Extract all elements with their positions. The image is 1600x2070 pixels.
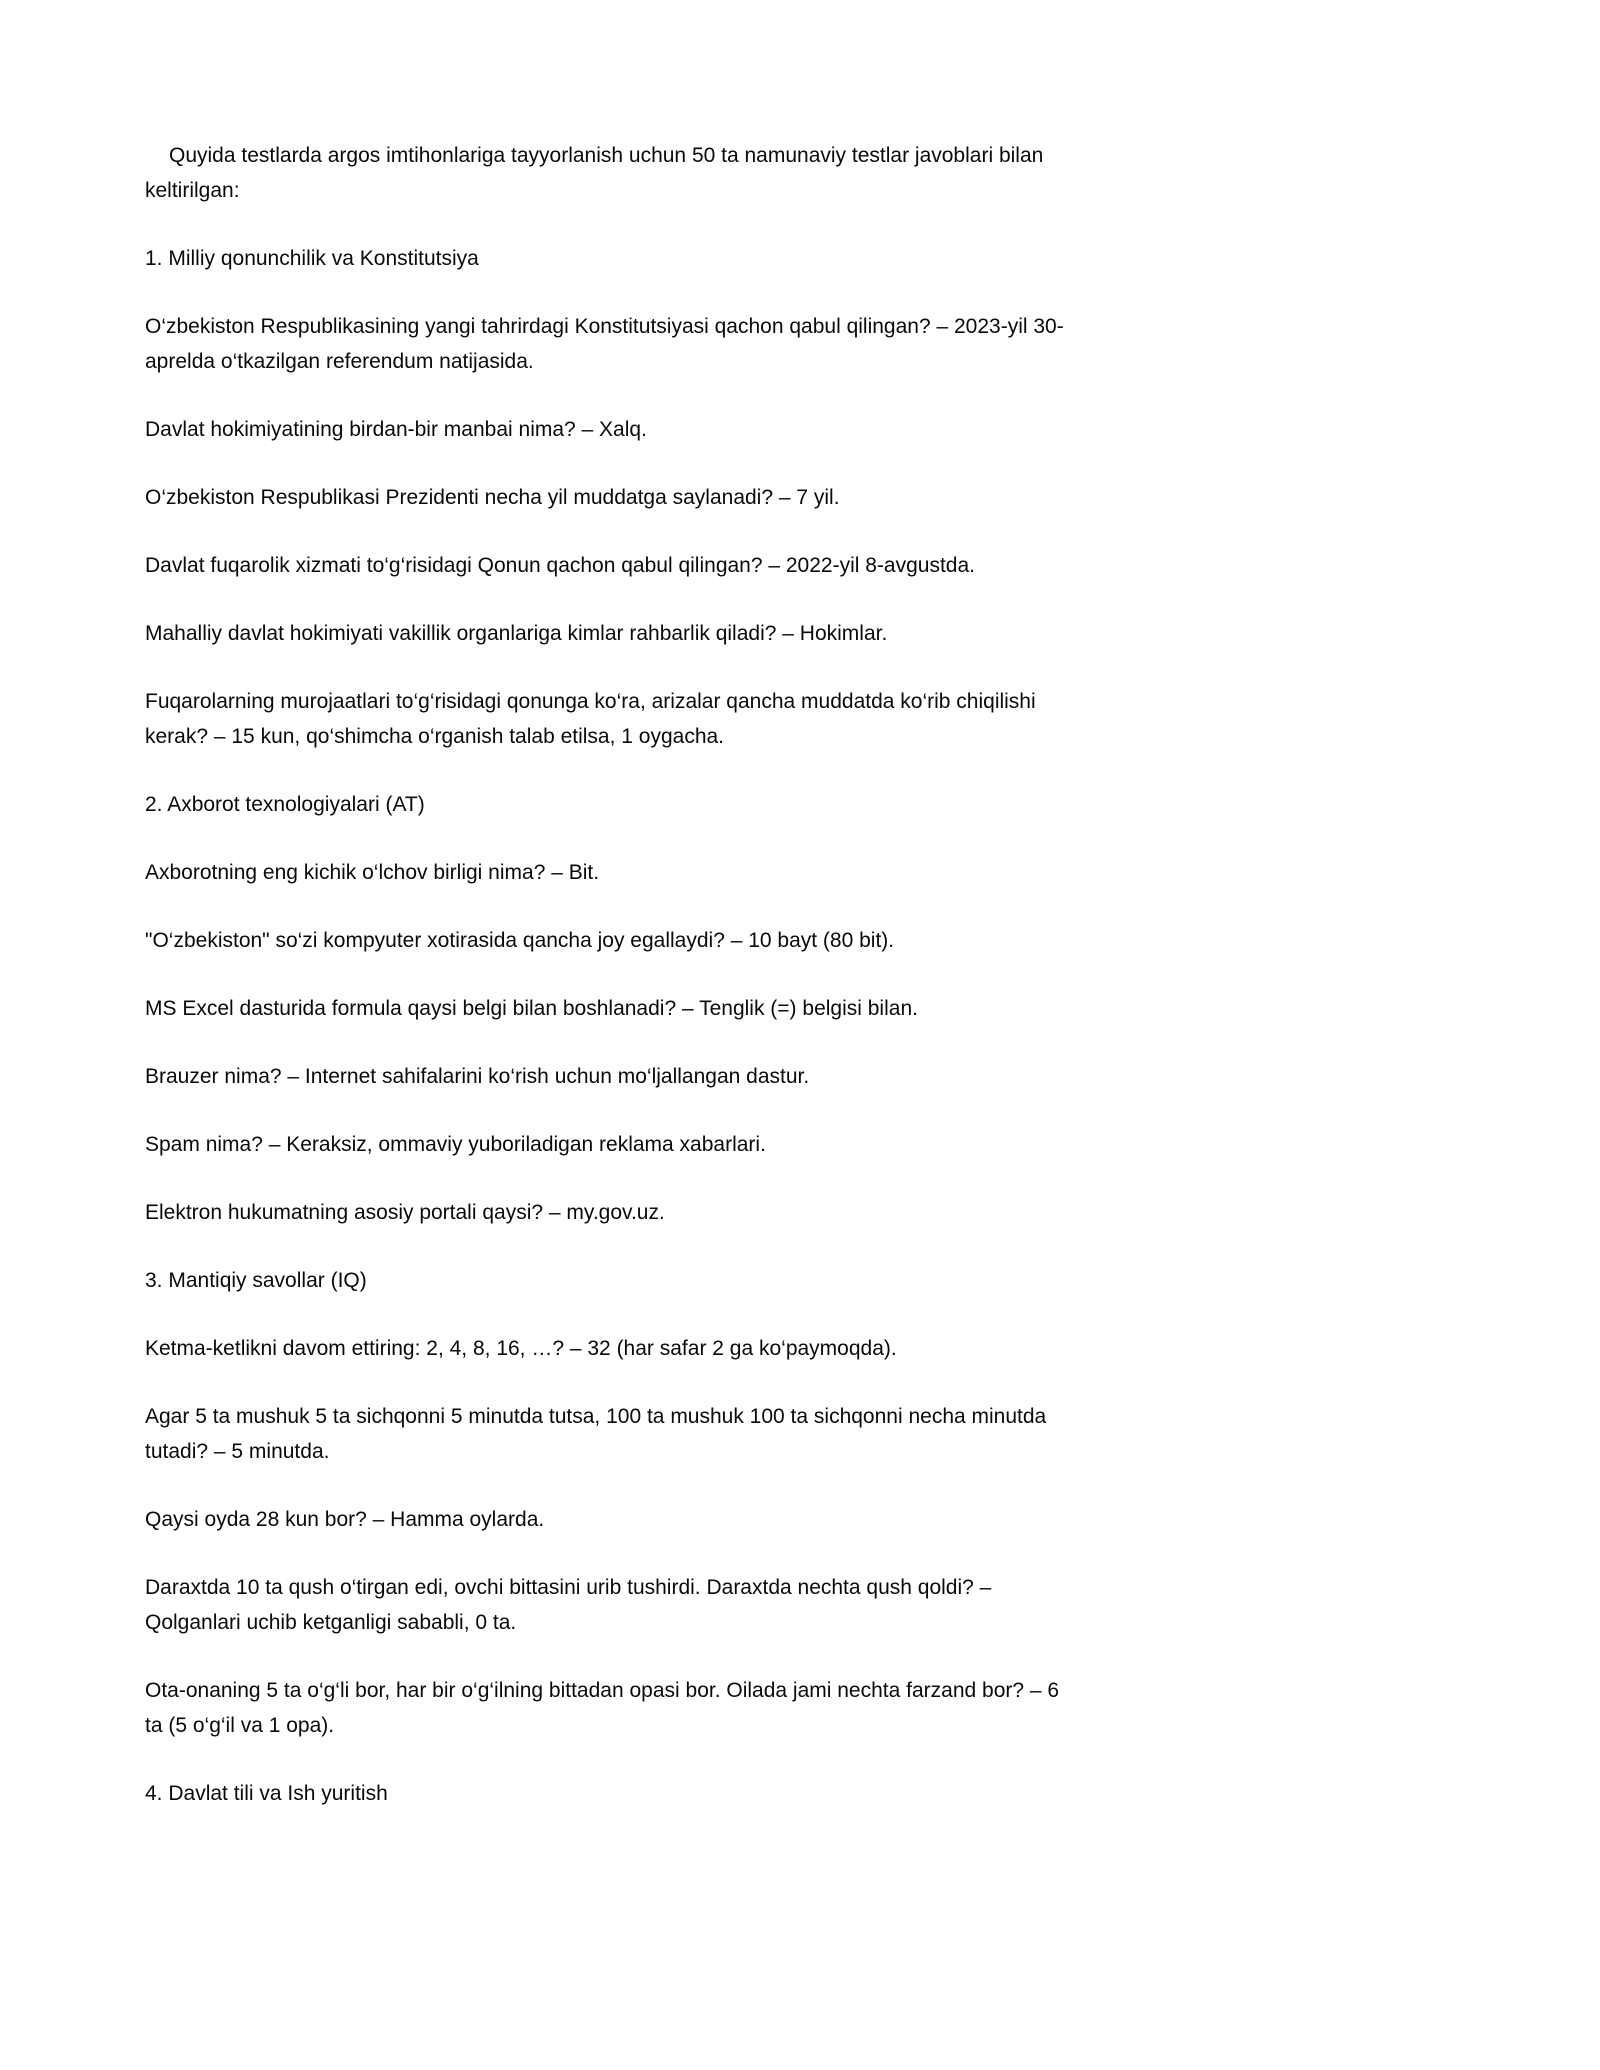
qa-paragraph: Ketma-ketlikni davom ettiring: 2, 4, 8, 16, …? – 32 (har safar 2 ga ko‘paymoqda). bbox=[145, 1337, 897, 1360]
qa-paragraph: Davlat fuqarolik xizmati to‘g‘risidagi Qonun qachon qabul qilingan? – 2022-yil 8-avgustda. bbox=[145, 554, 975, 577]
qa-paragraph: Davlat hokimiyatining birdan-bir manbai nima? – Xalq. bbox=[145, 418, 647, 441]
qa-paragraph: Fuqarolarning murojaatlari to‘g‘risidagi qonunga ko‘ra, arizalar qancha muddatda ko‘rib chiqilishi kerak? – 15 kun, qo‘shimcha o‘rganish talab etilsa, 1 oygacha. bbox=[145, 690, 1036, 748]
qa-paragraph: Qaysi oyda 28 kun bor? – Hamma oylarda. bbox=[145, 1508, 545, 1531]
qa-paragraph: Axborotning eng kichik o‘lchov birligi nima? – Bit. bbox=[145, 861, 600, 884]
qa-paragraph: O‘zbekiston Respublikasi Prezidenti necha yil muddatga saylanadi? – 7 yil. bbox=[145, 486, 840, 509]
qa-paragraph: Spam nima? – Keraksiz, ommaviy yuboriladigan reklama xabarlari. bbox=[145, 1133, 766, 1156]
qa-paragraph: "O‘zbekiston" so‘zi kompyuter xotirasida qancha joy egallaydi? – 10 bayt (80 bit). bbox=[145, 929, 895, 952]
qa-paragraph: Brauzer nima? – Internet sahifalarini ko‘rish uchun mo‘ljallangan dastur. bbox=[145, 1065, 810, 1088]
section-heading: 2. Axborot texnologiyalari (AT) bbox=[145, 793, 425, 816]
qa-paragraph: Daraxtda 10 ta qush o‘tirgan edi, ovchi bittasini urib tushirdi. Daraxtda nechta qush qoldi? – Qolganlari uchib ketganligi sababli, 0 ta. bbox=[145, 1576, 992, 1634]
qa-paragraph: Ota-onaning 5 ta o‘g‘li bor, har bir o‘g‘ilning bittadan opasi bor. Oilada jami nechta farzand bor? – 6 ta (5 o‘g‘il va 1 opa). bbox=[145, 1679, 1060, 1737]
document-sections bbox=[145, 241, 1075, 1811]
intro-paragraph: Quyida testlarda argos imtihonlariga tayyorlanish uchun 50 ta namunaviy testlar javoblari bilan keltirilgan: bbox=[145, 144, 1044, 202]
section-heading: 3. Mantiqiy savollar (IQ) bbox=[145, 1269, 367, 1292]
document-content bbox=[145, 138, 1075, 1811]
qa-paragraph: Agar 5 ta mushuk 5 ta sichqonni 5 minutda tutsa, 100 ta mushuk 100 ta sichqonni necha minutda tutadi? – 5 minutda. bbox=[145, 1405, 1047, 1463]
qa-paragraph: O‘zbekiston Respublikasining yangi tahrirdagi Konstitutsiyasi qachon qabul qilingan? – 2023-yil 30-aprelda o‘tkazilgan referendum natijasida. bbox=[145, 315, 1064, 373]
qa-paragraph: Elektron hukumatning asosiy portali qaysi? – my.gov.uz. bbox=[145, 1201, 665, 1224]
section-heading: 4. Davlat tili va Ish yuritish bbox=[145, 1782, 388, 1805]
qa-paragraph: Mahalliy davlat hokimiyati vakillik organlariga kimlar rahbarlik qiladi? – Hokimlar. bbox=[145, 622, 888, 645]
qa-paragraph: MS Excel dasturida formula qaysi belgi bilan boshlanadi? – Tenglik (=) belgisi bilan. bbox=[145, 997, 918, 1020]
section-heading: 1. Milliy qonunchilik va Konstitutsiya bbox=[145, 247, 479, 270]
